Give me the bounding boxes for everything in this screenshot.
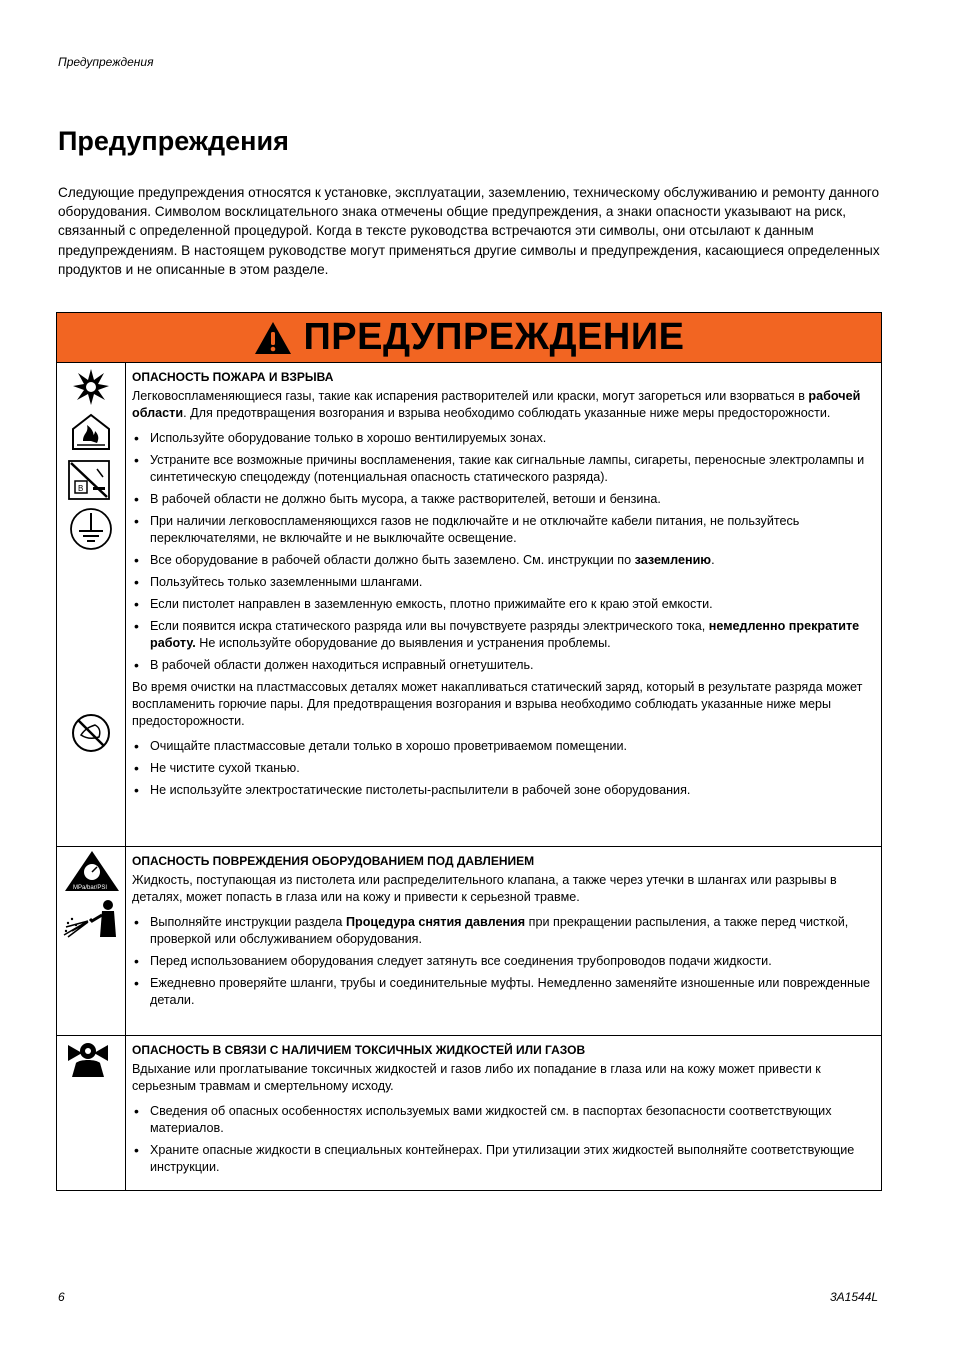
list-item: • Если пистолет направлен в заземленную емкость, плотно прижимайте его к краю этой емкости. (132, 596, 873, 613)
toxic-hazard-text (126, 1036, 881, 1190)
page-title: Предупреждения (58, 126, 289, 156)
list-item: • В рабочей области должен находиться исправный огнетушитель. (132, 657, 873, 674)
pressure-hazard-icons (57, 847, 126, 1035)
pressure-hazard-list (132, 914, 873, 1009)
ground-icon (69, 507, 113, 551)
warning-table (56, 312, 882, 1191)
toxic-hazard-list (132, 1103, 873, 1176)
pressure-hazard-title: ОПАСНОСТЬ ПОВРЕЖДЕНИЯ ОБОРУДОВАНИЕМ ПОД ДАВЛЕНИЕМ (132, 854, 535, 868)
plastic-cleaning-list (132, 738, 873, 799)
list-item: • Не используйте электростатические пистолеты-распылители в рабочей зоне оборудования. (132, 782, 873, 799)
warning-banner-text: ПРЕДУПРЕЖДЕНИЕ (303, 316, 685, 358)
pressure-hazard-row (57, 847, 881, 1036)
warning-banner (57, 313, 881, 363)
list-item: • Если появится искра статического разряда или вы почувствуете разряды электрического тока, немедленно прекратите работу. Не используйте оборудование до выявления и устранения проблемы. (132, 618, 873, 652)
pressure-hazard-text (126, 847, 881, 1035)
toxic-hazard-paragraph: Вдыхание или проглатывание токсичных жидкостей и газов либо их попадание в глаза или на кожу может привести к серьезным травмам и смертельному исходу. (132, 1062, 821, 1093)
list-item: • Сведения об опасных особенностях используемых вами жидкостей см. в паспортах безопасности соответствующих материалов. (132, 1103, 873, 1137)
fire-hazard-title: ОПАСНОСТЬ ПОЖАРА И ВЗРЫВА (132, 370, 334, 384)
fire-house-icon (69, 411, 113, 451)
list-item: • Все оборудование в рабочей области должно быть заземлено. См. инструкции по заземлению. (132, 552, 873, 569)
fire-hazard-icons (57, 363, 126, 846)
document-code: 3A1544L (830, 1290, 879, 1304)
list-item: • Выполняйте инструкции раздела Процедура снятия давления при прекращении распыления, а также перед чисткой, проверкой или обслуживанием оборудования. (132, 914, 873, 948)
toxic-fumes-icon (66, 1039, 110, 1079)
list-item: • Очищайте пластмассовые детали только в хорошо проветриваемом помещении. (132, 738, 873, 755)
list-item: • Используйте оборудование только в хорошо вентилируемых зонах. (132, 430, 873, 447)
pressure-hazard-paragraph: Жидкость, поступающая из пистолета или распределительного клапана, а также через утечки в шлангах или разрывы в деталях, может попасть в глаза или на кожу и привести к серьезной травме. (132, 873, 837, 904)
list-item: • При наличии легковоспламеняющихся газов не подключайте и не отключайте кабели питания, не пользуйтесь переключателями, не включайте и не выключайте освещение. (132, 513, 873, 547)
fire-hazard-list (132, 430, 873, 674)
page-number: 6 (58, 1290, 65, 1304)
no-smoking-no-sparks-icon (67, 459, 111, 501)
list-item: • Пользуйтесь только заземленными шлангами. (132, 574, 873, 591)
fire-hazard-paragraph: Легковоспламеняющиеся газы, такие как испарения растворителей или краски, могут загореться или взорваться в рабочей области. Для предотвращения возгорания и взрыва необходимо соблюдать указанные ниже меры предосторожности. (132, 389, 861, 420)
pressure-icon-label: MPa/bar/PSI (73, 885, 108, 891)
list-item: • Устраните все возможные причины воспламенения, такие как сигнальные лампы, сигареты, переносные электролампы и синтетическую спецодежду (потенциальная опасность статического разряда). (132, 452, 873, 486)
list-item: • Перед использованием оборудования следует затянуть все соединения трубопроводов подачи жидкости. (132, 953, 873, 970)
toxic-hazard-icons (57, 1036, 126, 1190)
warning-triangle-icon (253, 320, 293, 356)
toxic-hazard-row (57, 1036, 881, 1190)
static-charge-paragraph: Во время очистки на пластмассовых деталях может накапливаться статический заряд, который в результате разряда может воспламенить горючие пары. Для предотвращения возгорания и взрыва необходимо соблюдать указанные ниже меры предосторожности. (132, 680, 863, 728)
list-item: • Не чистите сухой тканью. (132, 760, 873, 777)
pressure-gauge-icon (64, 850, 120, 892)
no-dry-cloth-icon (71, 713, 111, 753)
fire-hazard-row (57, 363, 881, 847)
fire-hazard-text (126, 363, 881, 846)
running-header: Предупреждения (58, 55, 154, 69)
intro-paragraph: Следующие предупреждения относятся к установке, эксплуатации, заземлению, техническому обслуживанию и ремонту данного оборудования. Символом восклицательного знака отмечены общие предупреждения, а знаки опасности указывают на риск, связанный с определенной процедурой. Когда в тексте руководства встречаются эти символы, они отсылают к данным предупреждениям. В настоящем руководстве могут применяться другие символы и предупреждения, касающиеся определенных продуктов и не описанные в этом разделе. (58, 185, 880, 277)
list-item: • В рабочей области не должно быть мусора, а также растворителей, ветоши и бензина. (132, 491, 873, 508)
injection-hazard-icon (62, 897, 120, 939)
list-item: • Храните опасные жидкости в специальных контейнерах. При утилизации этих жидкостей выполняйте соответствующие инструкции. (132, 1142, 873, 1176)
list-item: • Ежедневно проверяйте шланги, трубы и соединительные муфты. Немедленно заменяйте изношенные или поврежденные детали. (132, 975, 873, 1009)
svg-text:B: B (78, 484, 84, 493)
explosion-icon (71, 367, 111, 407)
toxic-hazard-title: ОПАСНОСТЬ В СВЯЗИ С НАЛИЧИЕМ ТОКСИЧНЫХ ЖИДКОСТЕЙ ИЛИ ГАЗОВ (132, 1043, 586, 1057)
